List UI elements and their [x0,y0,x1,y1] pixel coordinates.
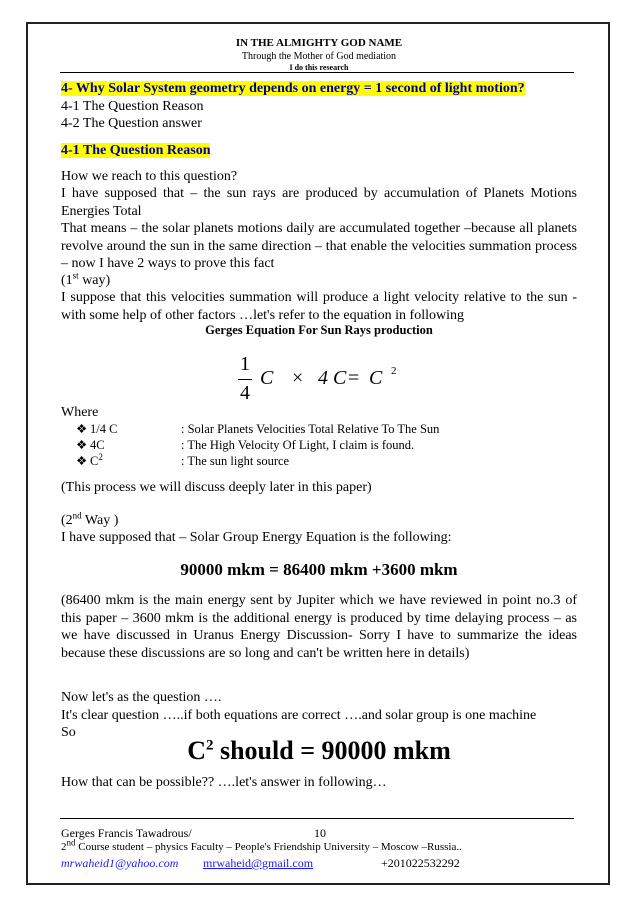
equation-c2: C [369,367,383,389]
where-label: Where [61,405,99,420]
equation-c1: C [260,367,274,389]
email-link-yahoo[interactable]: mrwaheid1@yahoo.com [61,856,179,870]
equation-title: Gerges Equation For Sun Rays production [205,323,433,337]
paragraph-4: I suppose that this velocities summation will produce a light velocity relative to the sun -with some help of other factors …let's refer to the equation in following [61,290,577,323]
equation-times: × [292,367,304,389]
sun-rays-equation [0,350,638,408]
bullet-item: ❖ 4C : The High Velocity Of Light, I claim is found. [76,438,415,452]
c-squared-equation: $C^2$ should = 90000 mkm [187,736,451,765]
paragraph-6: I have supposed that – Solar Group Energy Equation is the following: [61,530,452,545]
energy-equation: 90000 mkm = 86400 mkm +3600 mkm [180,560,458,579]
diamond-bullet-icon: ❖ [76,454,88,468]
toc-item-2: 4-2 The Question answer [61,116,202,131]
diamond-bullet-icon: ❖ [76,438,88,452]
paragraph-2: I have supposed that – the sun rays are produced by accumulation of Planets Motions Energies Total [61,186,577,219]
email-link-gmail[interactable]: mrwaheid@gmail.com [203,856,314,870]
paragraph-11: How that can be possible?? ….let's answer in following… [61,775,387,790]
header-divider [60,72,574,73]
diamond-bullet-icon: ❖ [76,422,88,436]
equation-exponent: 2 [391,365,397,377]
footer-course: 2nd Course student – physics Faculty – People's Friendship University – Moscow –Russia.. [61,837,462,853]
main-heading [61,80,577,98]
main-heading-text: 4- Why Solar System geometry depends on energy = 1 second of light motion? [61,81,525,96]
header-title: IN THE ALMIGHTY GOD NAME [235,37,403,49]
equation-equals: = [348,367,360,389]
first-way-label: (1st way) [61,270,111,288]
fraction-bar [238,379,252,380]
footer-divider [60,818,574,819]
page-number: 10 [314,826,326,840]
paragraph-10: So [61,725,76,740]
section-heading-text: 4-1 The Question Reason [61,143,211,158]
footer-contacts [61,856,481,871]
footer-author: Gerges Francis Tawadrous/ [61,826,192,840]
paragraph-3: That means – the solar planets motions daily are accumulated together –because all planets revolve around the sun in the same direction – that enable the velocities summation process – now I have 2 ways to prove this fact [61,221,577,271]
toc-item-1: 4-1 The Question Reason [61,99,204,114]
paragraph-7: (86400 mkm is the main energy sent by Jupiter which we have reviewed in point no.3 of this paper – 3600 mkm is the additional energy is produced by time delaying process – as we have discussed in Uranus Energy Discussion- Sorry I have to summarize the ideas because these discussions are so long and can't be written here in details) [61,593,577,661]
bullet-item: ❖ $C^2$ : The sun light source [76,451,290,468]
paragraph-1: How we reach to this question? [61,169,238,184]
header-note: I do this research [289,63,349,72]
phone-number: +201022532292 [381,856,460,870]
section-heading [61,142,577,160]
paragraph-8: Now let's as the question …. [61,690,222,705]
footer-author-line [61,826,326,841]
fraction-numerator: 1 [240,353,250,375]
fraction-denominator: 4 [240,382,250,404]
paragraph-9: It's clear question …..if both equations are correct ….and solar group is one machine [61,708,537,723]
second-way-label: (2nd Way ) [61,510,119,528]
bullet-item: ❖ 1/4 C : Solar Planets Velocities Total Relative To The Sun [76,422,440,436]
header-subtitle: Through the Mother of God mediation [241,51,397,62]
equation-4c: 4 C [318,367,347,389]
paragraph-5: (This process we will discuss deeply later in this paper) [61,480,372,495]
